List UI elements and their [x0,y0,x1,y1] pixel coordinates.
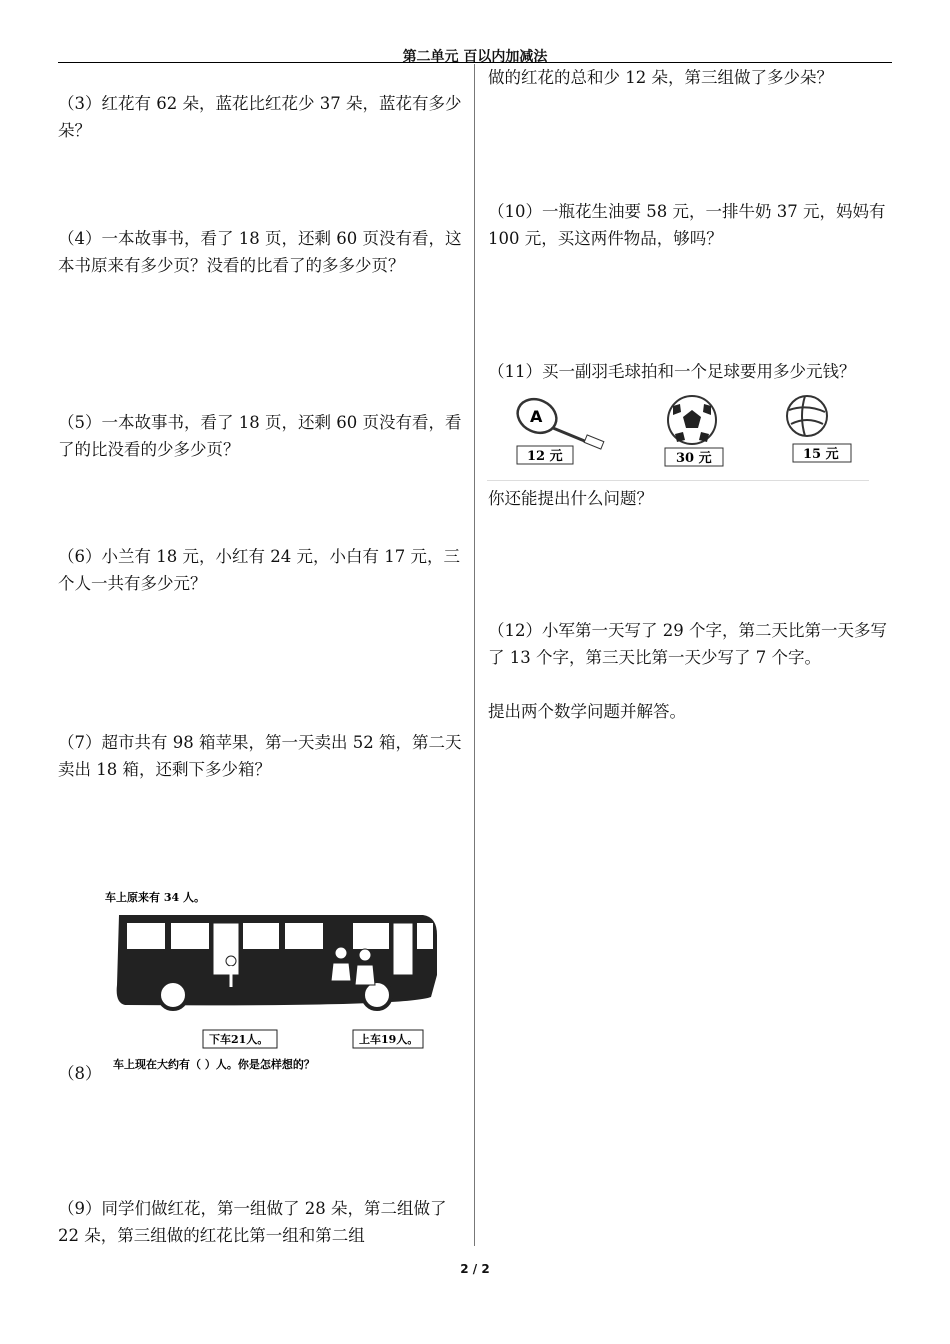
wheel-icon [159,981,187,1009]
football-price: 30 元 [676,451,712,466]
page-number: 2 / 2 [460,1262,490,1276]
column-divider [474,64,475,1246]
rear-door [393,923,413,975]
volleyball-price: 15 元 [803,447,839,462]
bus-on-label: 上车19人。 [359,1033,419,1046]
badminton-racket-icon [512,393,604,449]
goods-figure [487,390,869,481]
question-9-continued: 做的红花的总和少 12 朵，第三组做了多少朵？ [488,68,833,87]
page-header: 第二单元 百以内加减法 [402,49,548,65]
football-icon [668,396,716,444]
racket-price: 12 元 [527,449,563,464]
question-10: （10）一瓶花生油要 58 元，一排牛奶 37 元，妈妈有 100 元，买这两件物品，够吗？ [488,202,886,248]
question-5: （5）一本故事书，看了 18 页，还剩 60 页没有看，看了的比没看的少多少页？ [58,413,462,459]
question-8-label: （8） [58,1064,102,1083]
goods-illustration [487,390,869,480]
bus-top-text: 车上原来有 34 人。 [105,891,205,904]
header-rule [58,62,892,63]
question-12-task: 提出两个数学问题并解答。 [488,702,686,721]
question-9: （9）同学们做红花，第一组做了 28 朵，第二组做了 22 朵，第三组做的红花比第一组和第二组 [58,1199,447,1245]
bus-illustration [105,885,450,1075]
question-6: （6）小兰有 18 元，小红有 24 元，小白有 17 元，三个人一共有多少元？ [58,547,460,593]
bus-question: 车上现在大约有（ ）人。你是怎样想的？ [113,1058,315,1071]
front-door [213,923,239,975]
question-7: （7）超市共有 98 箱苹果，第一天卖出 52 箱，第二天卖出 18 箱，还剩下多少箱？ [58,733,462,779]
bus-off-label: 下车21人。 [209,1033,269,1046]
svg-text:A: A [530,407,543,426]
question-11-followup: 你还能提出什么问题？ [488,489,653,508]
bus-figure [105,885,450,1075]
question-11: （11）买一副羽毛球拍和一个足球要用多少元钱？ [488,362,856,381]
question-4: （4）一本故事书，看了 18 页，还剩 60 页没有看，这本书原来有多少页？没看的比看了的多多少页？ [58,229,462,275]
question-12: （12）小军第一天写了 29 个字，第二天比第一天多写了 13 个字，第三天比第一天少写了 7 个字。 [488,621,887,667]
volleyball-icon [787,396,827,436]
question-3: （3）红花有 62 朵，蓝花比红花少 37 朵，蓝花有多少朵？ [58,94,462,140]
